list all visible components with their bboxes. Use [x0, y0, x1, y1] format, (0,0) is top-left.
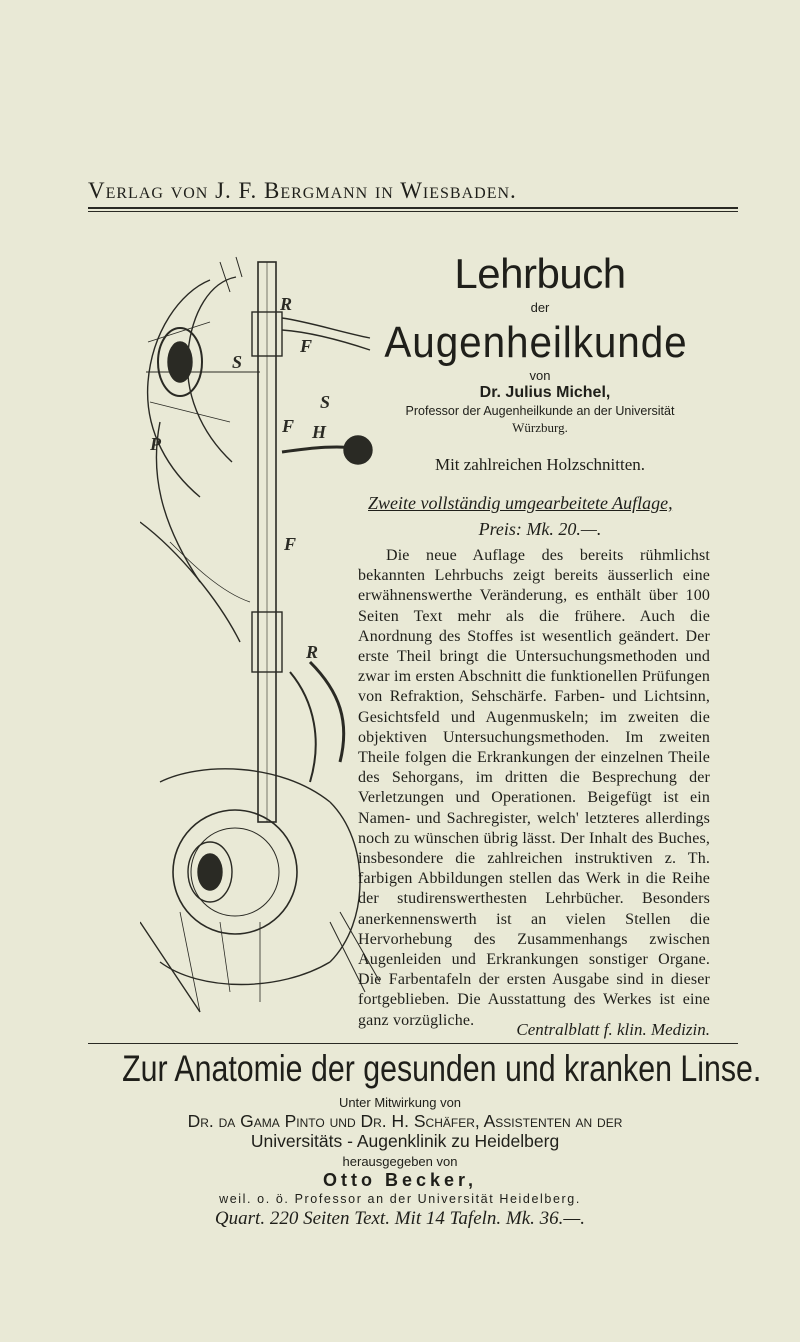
book1-von: von — [529, 368, 551, 383]
label-p: P — [150, 434, 161, 454]
book2-authors: Dr. da Gama Pinto und Dr. H. Schäfer, Assistenten an der — [187, 1111, 623, 1131]
label-f-upper: F — [300, 336, 313, 356]
book1-position-line2: Würzburg. — [512, 420, 568, 435]
publisher-header: Verlag von J. F. Bergmann in Wiesbaden. — [88, 178, 517, 203]
book2-editor-position: weil. o. ö. Professor an der Universität Heidelberg. — [219, 1192, 581, 1206]
book2-details: Quart. 220 Seiten Text. Mit 14 Tafeln. Mk. 36.—. — [214, 1208, 586, 1229]
book2-title: Zur Anatomie der gesunden und kranken Linse. — [122, 1048, 762, 1089]
book1-review-source: Centralblatt f. klin. Medizin. — [516, 1020, 710, 1039]
header-rule — [88, 207, 738, 209]
book1-illustrations-note: Mit zahlreichen Holzschnitten. — [434, 455, 646, 474]
book1-edition — [368, 493, 708, 514]
book2-unter: Unter Mitwirkung von — [338, 1095, 462, 1110]
book2-herausgegeben: herausgegeben von — [342, 1154, 458, 1169]
label-r-lower: R — [306, 642, 319, 662]
label-s-right: S — [320, 392, 331, 412]
book1-review: Die neue Auflage des bereits rühmlichst bekannten Lehrbuchs zeigt bereits äusserlich eine erwähnenswerthe Veränderung, es enthält über 100 Seiten Text mehr als die frühere. Auch die Anordnung des Stoffes ist wesentlich geändert. Der erste Theil bringt die Untersuchungsmethoden und zwar im ersten Abschnitt die funktionellen Prüfungen von Refraktion, Sehschärfe. Farben- und Lichtsinn, Gesichtsfeld und Augenmuskeln; im zweiten die objektiven Untersuchungsmethoden. Im zweiten Theile folgen die Erkrankungen der einzelnen Theile des Sehorgans, im dritten die Besprechung der Verletzungen und Operationen. Beigefügt ist ein Namen- und Sachregister, welch' letzteres allerdings noch zu wünschen übrig lässt. Der Inhalt des Buches, insbesondere die zahlreichen instruktiven z. Th. farbigen Abbildungen stellen das Werk in die Reihe der studirenswerthesten Lehrbücher. Besonders anerkennenswerth ist an vielen Stellen die Hervorhebung des Zusammenhangs zwischen Augenleiden und Erkrankungen sonstiger Organe. Die Farbentafeln der ersten Ausgabe sind in dieser fortgeblieben. Die Ausstattung des Werkes ist eine ganz vorzügliche. — [358, 547, 710, 1029]
header-rule-thin — [88, 211, 738, 212]
book1-price: Preis: Mk. 20.—. — [478, 519, 602, 539]
label-s-left: S — [232, 352, 243, 372]
book1-title: Lehrbuch — [454, 250, 626, 297]
section-divider — [88, 1043, 738, 1044]
label-f-middle: F — [282, 416, 295, 436]
book1-der: der — [530, 300, 550, 315]
label-h: H — [312, 422, 327, 442]
book1-edition-text: Zweite vollständig umgearbeitete Auflage, — [368, 493, 673, 513]
eye-illustration — [140, 222, 380, 1022]
book1-position-line1: Professor der Augenheilkunde an der Universität — [405, 404, 675, 418]
label-f-lower: F — [284, 534, 297, 554]
book2-clinic: Universitäts - Augenklinik zu Heidelberg — [250, 1131, 560, 1151]
book1-author: Dr. Julius Michel, — [479, 384, 611, 401]
book1-subject: Augenheilkunde — [384, 318, 688, 367]
label-r-upper: R — [280, 294, 293, 314]
book2-editor: Otto Becker, — [322, 1170, 478, 1190]
